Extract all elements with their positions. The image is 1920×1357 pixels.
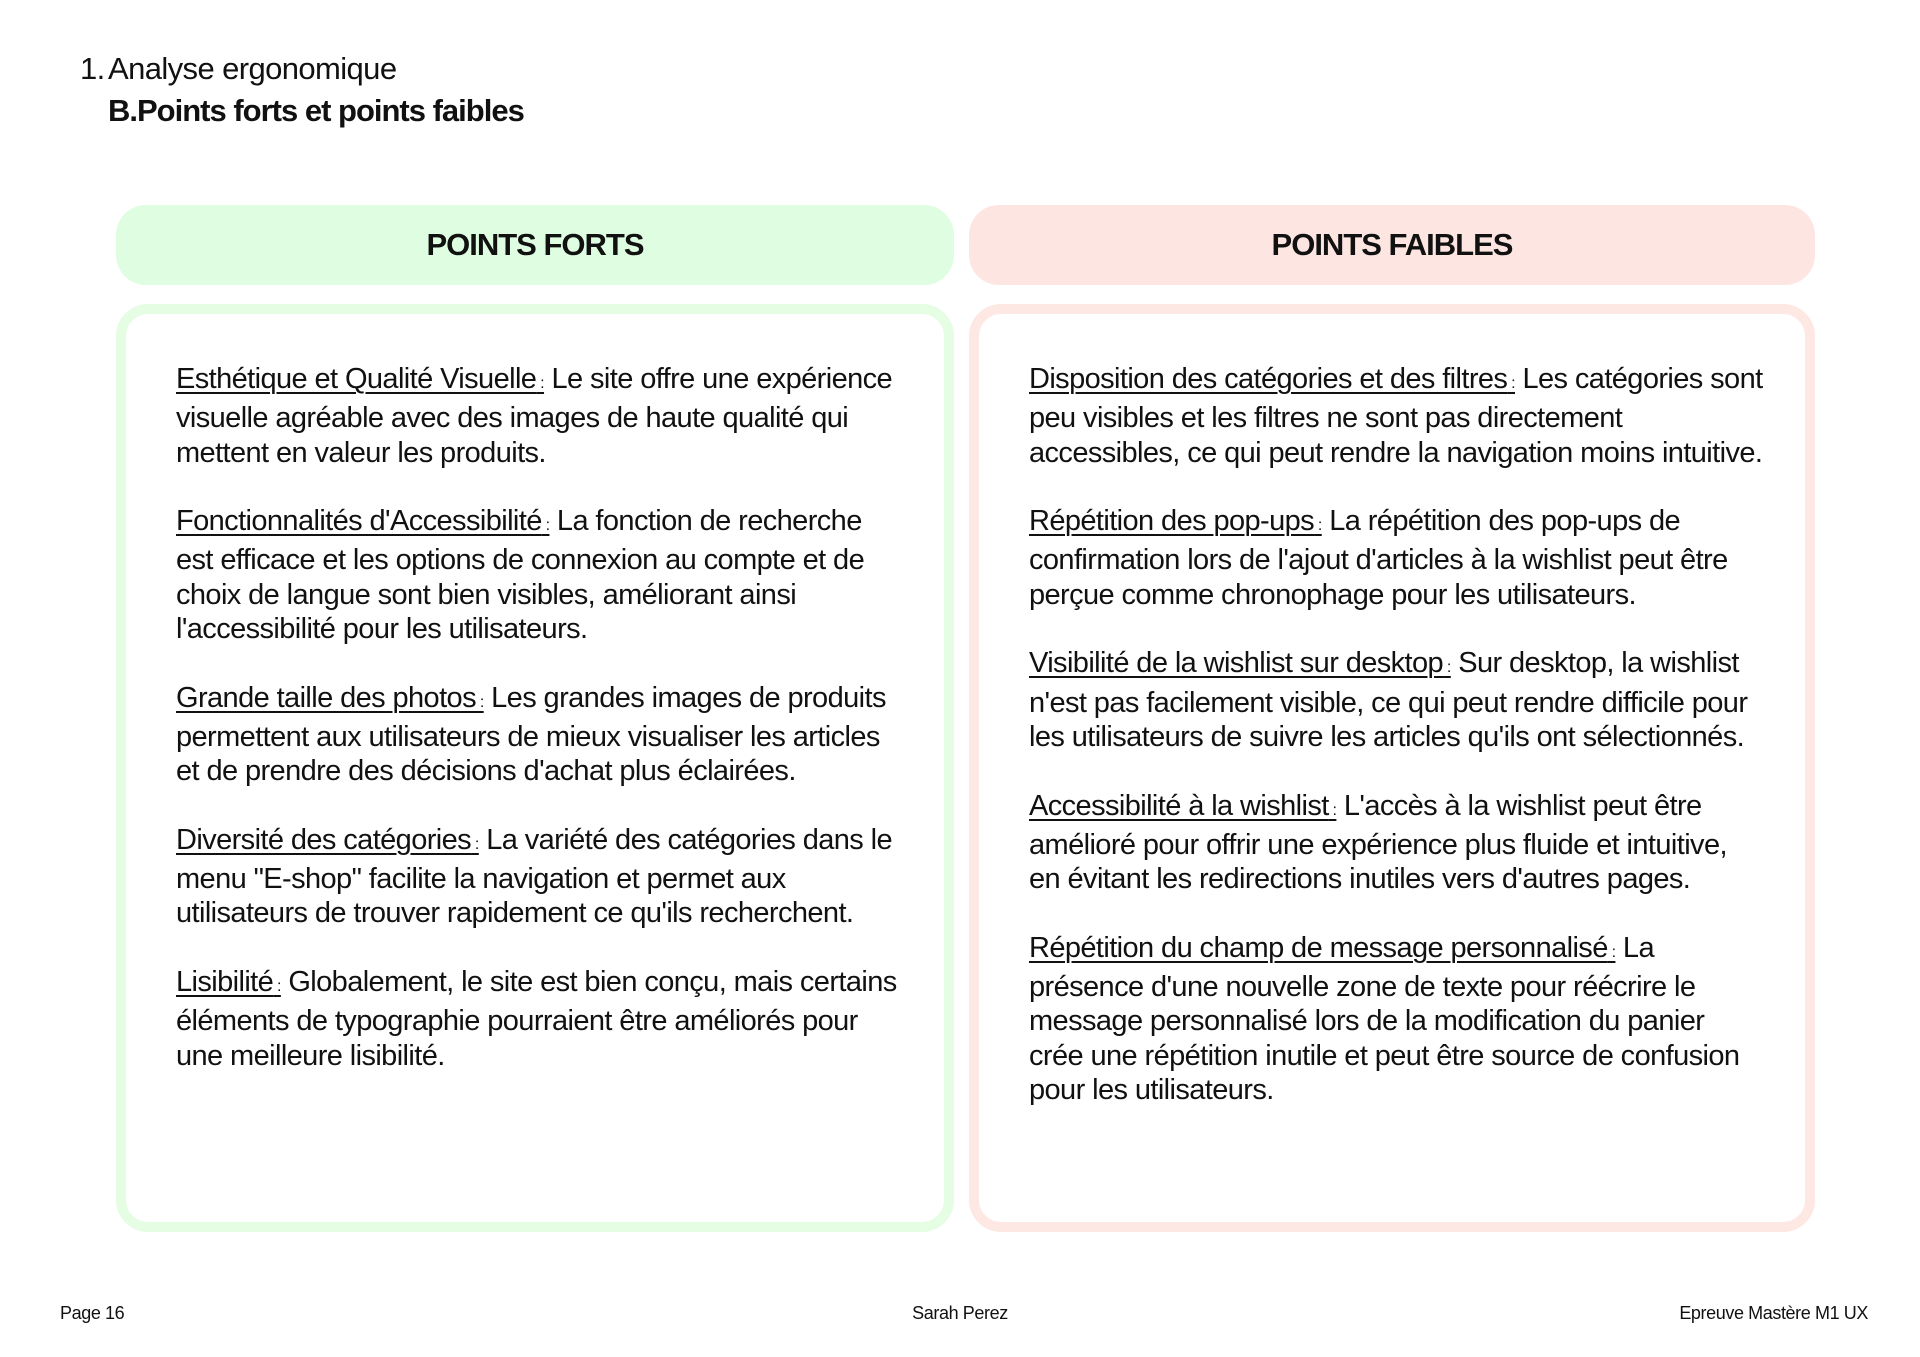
- weakness-item-title: Répétition des pop-ups :: [1029, 505, 1322, 538]
- strength-item: [176, 362, 904, 470]
- weakness-item-title: Visibilité de la wishlist sur desktop :: [1029, 647, 1451, 680]
- points-forts-header: POINTS FORTS: [116, 205, 954, 285]
- strength-item-text: La variété des catégories dans le menu "E-shop" facilite la navigation et permet aux utilisateurs de trouver rapidement ce qu'ils recherchent.: [176, 823, 893, 930]
- footer-exam-title: Epreuve Mastère M1 UX: [1679, 1303, 1868, 1323]
- strength-item-text: La fonction de recherche est efficace et les options de connexion au compte et de choix de langue sont bien visibles, améliorant ainsi l'accessibilité pour les utilisateurs.: [176, 505, 865, 646]
- strength-item: [176, 681, 904, 789]
- weakness-item-title: Disposition des catégories et des filtres :: [1029, 363, 1516, 395]
- weakness-item-title: Accessibilité à la wishlist :: [1029, 789, 1337, 822]
- strength-item-title: Esthétique et Qualité Visuelle :: [176, 363, 545, 395]
- strength-item-title: Diversité des catégories :: [176, 823, 479, 856]
- strength-item: [176, 504, 904, 646]
- points-forts-list: [176, 362, 904, 1107]
- weakness-item-title: Répétition du champ de message personnalisé :: [1029, 931, 1616, 964]
- weakness-item-text: L'accès à la wishlist peut être amélioré pour offrir une expérience plus fluide et intuitive, en évitant les redirections inutiles vers d'autres pages.: [1029, 789, 1727, 896]
- points-faibles-list: [1029, 362, 1765, 1142]
- footer-page-number: Page 16: [60, 1303, 125, 1323]
- weakness-item: [1029, 504, 1765, 612]
- strength-item-text: Le site offre une expérience visuelle agréable avec des images de haute qualité qui mettent en valeur les produits.: [176, 363, 893, 469]
- weakness-item-text: La présence d'une nouvelle zone de texte pour réécrire le message personnalisé lors de la modification du panier crée une répétition inutile et peut être source de confusion pour les utilisateurs.: [1029, 931, 1740, 1106]
- strength-item-title: Lisibilité :: [176, 966, 281, 999]
- section-title: [80, 48, 524, 90]
- weakness-item: [1029, 789, 1765, 897]
- section-heading: [80, 48, 524, 132]
- weakness-item: [1029, 362, 1765, 470]
- section-subtitle: B.Points forts et points faibles: [108, 93, 524, 128]
- weakness-item-text: La répétition des pop-ups de confirmation lors de l'ajout d'articles à la wishlist peut être perçue comme chronophage pour les utilisateurs.: [1029, 505, 1728, 611]
- strength-item: [176, 823, 904, 931]
- section-number: 1.: [80, 51, 105, 86]
- weakness-item: [1029, 646, 1765, 754]
- points-forts-card: [116, 304, 954, 1232]
- strength-item-title: Fonctionnalités d'Accessibilité :: [176, 505, 550, 538]
- weakness-item-text: Les catégories sont peu visibles et les filtres ne sont pas directement accessibles, ce qui peut rendre la navigation moins intuitive.: [1029, 363, 1763, 469]
- strength-item-title: Grande taille des photos :: [176, 681, 484, 714]
- strength-item-text: Les grandes images de produits permettent aux utilisateurs de mieux visualiser les articles et de prendre des décisions d'achat plus éclairées.: [176, 681, 886, 788]
- section-title-text: Analyse ergonomique: [108, 51, 397, 86]
- strength-item: [176, 965, 904, 1073]
- footer-author: Sarah Perez: [912, 1303, 1008, 1323]
- weakness-item: [1029, 931, 1765, 1107]
- points-faibles-card: [969, 304, 1815, 1232]
- strength-item-text: Globalement, le site est bien conçu, mais certains éléments de typographie pourraient être améliorés pour une meilleure lisibilité.: [176, 966, 897, 1072]
- weakness-item-text: Sur desktop, la wishlist n'est pas facilement visible, ce qui peut rendre difficile pour les utilisateurs de suivre les articles qu'ils ont sélectionnés.: [1029, 647, 1748, 753]
- points-faibles-header: POINTS FAIBLES: [969, 205, 1815, 285]
